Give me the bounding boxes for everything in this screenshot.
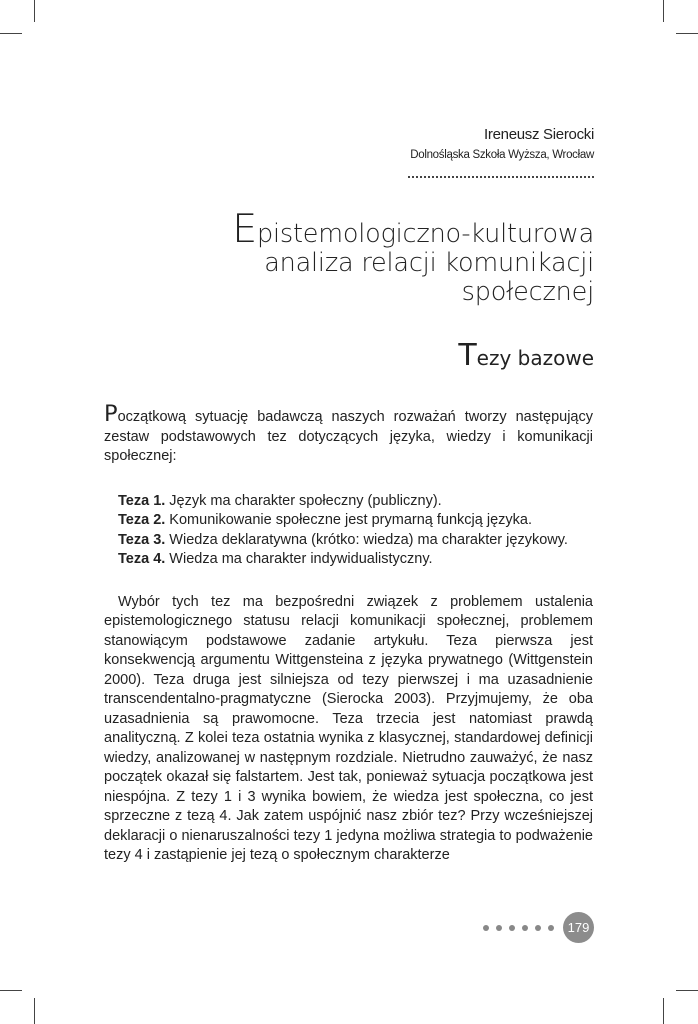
thesis-item	[118, 550, 593, 570]
subtitle-rest: ezy bazowe	[476, 346, 594, 370]
thesis-text: Komunikowanie społeczne jest prymarną funkcją języka.	[165, 512, 532, 528]
crop-mark-top-left-horizontal	[0, 33, 22, 34]
intro-initial: P	[104, 401, 118, 427]
title-rest: pistemologiczno-kulturowa analiza relacji komunikacji społecznej	[257, 219, 594, 307]
footer-dot	[496, 925, 502, 931]
thesis-item	[118, 531, 593, 551]
crop-mark-top-left-vertical	[34, 0, 35, 22]
footer-dot	[509, 925, 515, 931]
footer-dot	[535, 925, 541, 931]
body-paragraph: Wybór tych tez ma bezpośredni związek z problemem ustalenia epistemologicznego statusu relacji komunikacji społecznej, problemem stanowiącym podstawowe zadanie artykułu. Teza pierwsza jest konsekwencją argumentu Wittgensteina z języka prywatnego (Wittgenstein 2000). Teza druga jest silniejsza od tezy pierwszej i ma uzasadnienie transcendentalno-pragmatyczne (Sierocka 2003). Przyjmujemy, że oba uzasadnienia są prawomocne. Teza trzecia jest natomiast prawdą analityczną. Z kolei teza ostatnia wynika z klasycznej, standardowej definicji wiedzy, analizowanej w następnym rozdziale. Nietrudno zauważyć, że nasz początek okazał się falstartem. Jest tak, ponieważ sytuacja początkowa jest niespójna. Z tezy 1 i 3 wynika bowiem, że wiedza jest społeczna, co jest sprzeczne z tezą 4. Jak zatem uspójnić nasz zbiór tez? Przy wcześniejszej deklaracji o nienaruszalności tezy 1 jedyna możliwa strategia to podważenie tezy 4 i zastąpienie jej tezą o społecznym charakterze	[104, 593, 593, 863]
thesis-item	[118, 511, 593, 531]
crop-mark-top-right-vertical	[663, 0, 664, 22]
intro-text: oczątkową sytuację badawczą naszych rozważań tworzy następujący zestaw podstawowych tez dotyczących języka, wiedzy i komunikacji społecznej:	[104, 409, 593, 464]
footer-dot	[522, 925, 528, 931]
footer-dot	[548, 925, 554, 931]
author-name: Ireneusz Sierocki	[484, 126, 594, 143]
crop-mark-bottom-right-vertical	[663, 998, 664, 1024]
intro-paragraph	[104, 401, 593, 467]
author-block	[410, 126, 594, 161]
crop-mark-bottom-left-horizontal	[0, 990, 22, 991]
page-number: 179	[563, 912, 594, 943]
dotted-divider	[408, 176, 594, 178]
article-title	[174, 206, 594, 307]
page-footer	[483, 912, 594, 943]
thesis-item	[118, 492, 593, 512]
thesis-label: Teza 4.	[118, 551, 166, 567]
footer-dot	[483, 925, 489, 931]
theses-list	[118, 492, 593, 570]
thesis-text: Język ma charakter społeczny (publiczny).	[165, 492, 442, 509]
crop-mark-top-right-horizontal	[676, 33, 698, 34]
author-affiliation: Dolnośląska Szkoła Wyższa, Wrocław	[410, 149, 594, 161]
thesis-label: Teza 3.	[118, 531, 166, 548]
thesis-text: Wiedza ma charakter indywidualistyczny.	[165, 551, 433, 567]
thesis-label: Teza 2.	[118, 512, 166, 528]
article-body	[104, 401, 593, 866]
crop-mark-bottom-left-vertical	[34, 998, 35, 1024]
thesis-text: Wiedza deklaratywna (krótko: wiedza) ma charakter językowy.	[165, 531, 568, 548]
title-initial: E	[232, 206, 257, 252]
crop-mark-bottom-right-horizontal	[676, 990, 698, 991]
subtitle-initial: T	[458, 338, 477, 373]
thesis-label: Teza 1.	[118, 492, 166, 509]
section-heading	[458, 338, 594, 373]
